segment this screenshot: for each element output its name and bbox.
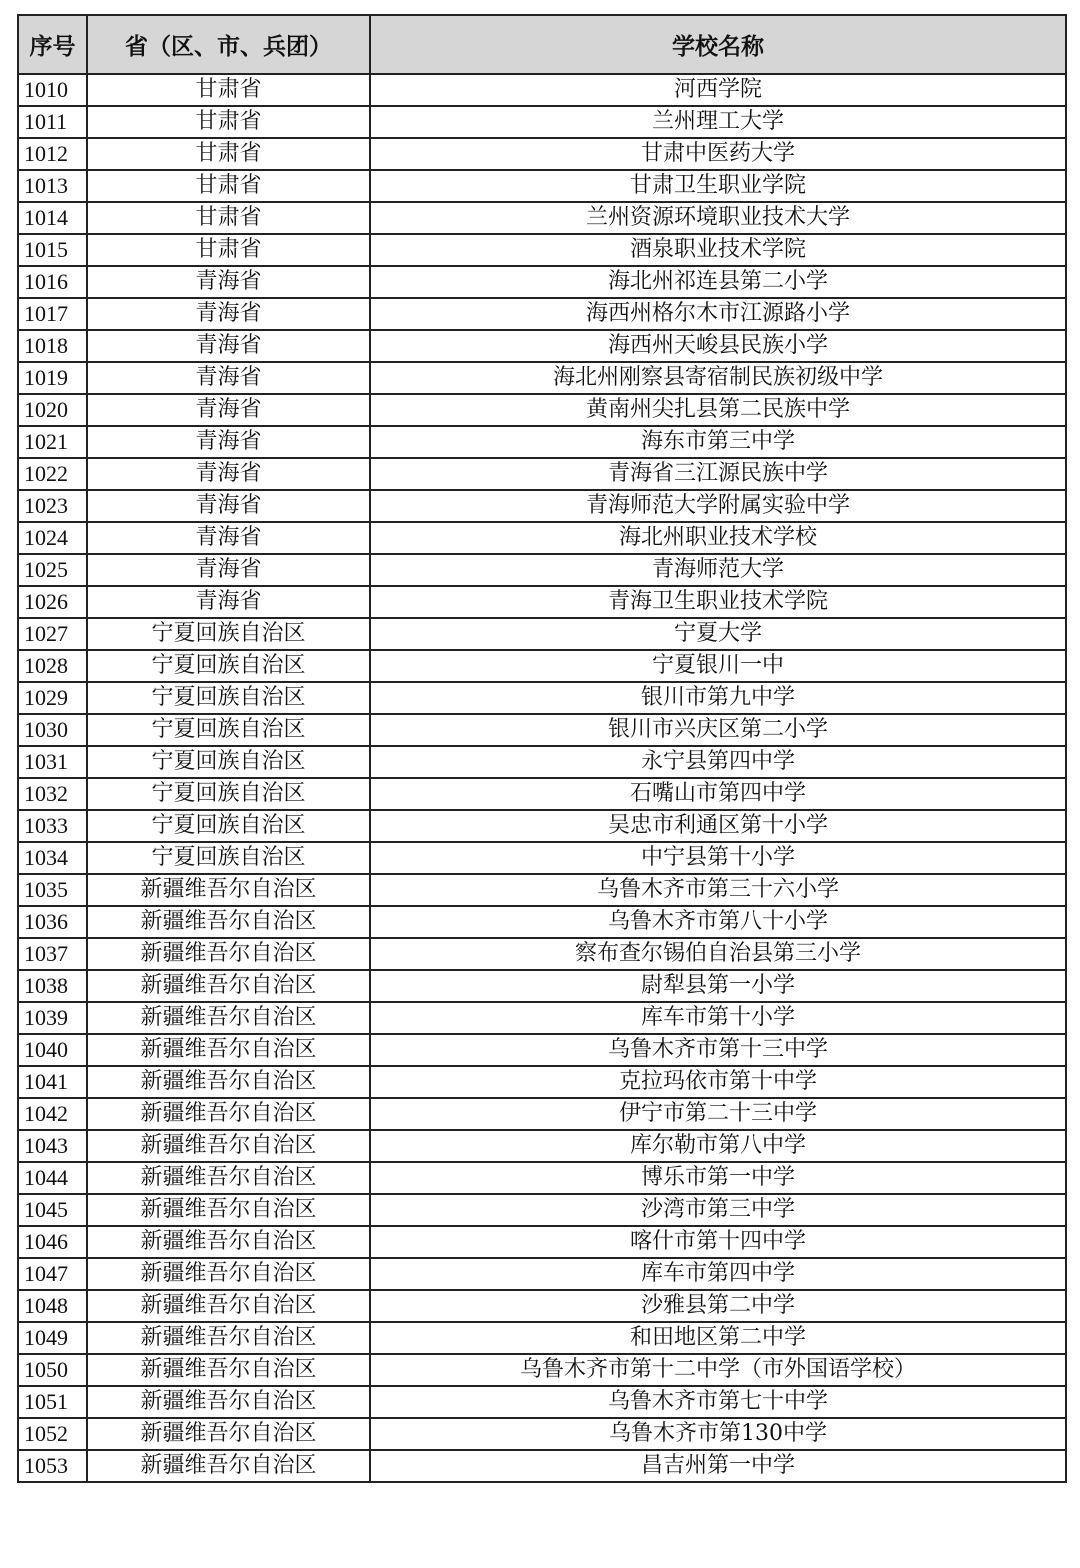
cell-school-name: 海北州职业技术学校 — [370, 522, 1066, 554]
cell-province: 青海省 — [87, 554, 370, 586]
table-row — [18, 1258, 1066, 1290]
table-row — [18, 1290, 1066, 1322]
cell-province: 宁夏回族自治区 — [87, 650, 370, 682]
cell-school-name: 沙雅县第二中学 — [370, 1290, 1066, 1322]
cell-school-name: 察布查尔锡伯自治县第三小学 — [370, 938, 1066, 970]
table-row — [18, 1418, 1066, 1450]
table-row — [18, 618, 1066, 650]
table-header — [18, 15, 1066, 74]
table-row — [18, 298, 1066, 330]
cell-province: 青海省 — [87, 426, 370, 458]
table-row — [18, 1002, 1066, 1034]
cell-school-name: 兰州理工大学 — [370, 106, 1066, 138]
cell-index: 1011 — [18, 106, 87, 138]
table-row — [18, 970, 1066, 1002]
table-row — [18, 746, 1066, 778]
cell-province: 新疆维吾尔自治区 — [87, 874, 370, 906]
cell-province: 新疆维吾尔自治区 — [87, 938, 370, 970]
cell-index: 1013 — [18, 170, 87, 202]
cell-province: 新疆维吾尔自治区 — [87, 1386, 370, 1418]
cell-province: 新疆维吾尔自治区 — [87, 1098, 370, 1130]
table-row — [18, 1034, 1066, 1066]
table-row — [18, 394, 1066, 426]
cell-school-name: 乌鲁木齐市第八十小学 — [370, 906, 1066, 938]
cell-index: 1036 — [18, 906, 87, 938]
table-row — [18, 426, 1066, 458]
cell-index: 1017 — [18, 298, 87, 330]
cell-school-name: 乌鲁木齐市第三十六小学 — [370, 874, 1066, 906]
cell-province: 新疆维吾尔自治区 — [87, 1258, 370, 1290]
cell-index: 1015 — [18, 234, 87, 266]
cell-index: 1038 — [18, 970, 87, 1002]
table-row — [18, 1130, 1066, 1162]
cell-province: 青海省 — [87, 458, 370, 490]
cell-province: 青海省 — [87, 362, 370, 394]
cell-index: 1023 — [18, 490, 87, 522]
cell-school-name: 宁夏银川一中 — [370, 650, 1066, 682]
cell-school-name: 沙湾市第三中学 — [370, 1194, 1066, 1226]
cell-index: 1014 — [18, 202, 87, 234]
table-row — [18, 266, 1066, 298]
cell-index: 1047 — [18, 1258, 87, 1290]
cell-index: 1051 — [18, 1386, 87, 1418]
cell-province: 青海省 — [87, 394, 370, 426]
cell-index: 1037 — [18, 938, 87, 970]
cell-province: 甘肃省 — [87, 74, 370, 106]
cell-province: 宁夏回族自治区 — [87, 778, 370, 810]
cell-province: 青海省 — [87, 490, 370, 522]
cell-school-name: 海北州刚察县寄宿制民族初级中学 — [370, 362, 1066, 394]
table-body — [18, 74, 1066, 1482]
cell-province: 新疆维吾尔自治区 — [87, 1226, 370, 1258]
table-row — [18, 1066, 1066, 1098]
cell-school-name: 乌鲁木齐市第130中学 — [370, 1418, 1066, 1450]
cell-index: 1052 — [18, 1418, 87, 1450]
cell-province: 新疆维吾尔自治区 — [87, 1450, 370, 1482]
cell-index: 1016 — [18, 266, 87, 298]
table-row — [18, 810, 1066, 842]
table-row — [18, 938, 1066, 970]
cell-index: 1050 — [18, 1354, 87, 1386]
cell-index: 1012 — [18, 138, 87, 170]
cell-school-name: 银川市兴庆区第二小学 — [370, 714, 1066, 746]
cell-province: 青海省 — [87, 522, 370, 554]
cell-province: 甘肃省 — [87, 202, 370, 234]
cell-school-name: 青海卫生职业技术学院 — [370, 586, 1066, 618]
table-row — [18, 1322, 1066, 1354]
school-list-table — [17, 14, 1067, 1483]
table-row — [18, 842, 1066, 874]
cell-school-name: 河西学院 — [370, 74, 1066, 106]
table-row — [18, 778, 1066, 810]
cell-province: 甘肃省 — [87, 234, 370, 266]
cell-index: 1039 — [18, 1002, 87, 1034]
cell-school-name: 库尔勒市第八中学 — [370, 1130, 1066, 1162]
cell-index: 1045 — [18, 1194, 87, 1226]
cell-index: 1033 — [18, 810, 87, 842]
cell-school-name: 中宁县第十小学 — [370, 842, 1066, 874]
table-row — [18, 874, 1066, 906]
cell-province: 甘肃省 — [87, 170, 370, 202]
table-row — [18, 1386, 1066, 1418]
cell-school-name: 乌鲁木齐市第十二中学（市外国语学校） — [370, 1354, 1066, 1386]
cell-school-name: 青海省三江源民族中学 — [370, 458, 1066, 490]
cell-school-name: 库车市第四中学 — [370, 1258, 1066, 1290]
cell-index: 1042 — [18, 1098, 87, 1130]
table-row — [18, 106, 1066, 138]
table-row — [18, 522, 1066, 554]
cell-school-name: 青海师范大学附属实验中学 — [370, 490, 1066, 522]
table-row — [18, 906, 1066, 938]
cell-index: 1028 — [18, 650, 87, 682]
table-row — [18, 1194, 1066, 1226]
cell-index: 1025 — [18, 554, 87, 586]
cell-index: 1046 — [18, 1226, 87, 1258]
header-row — [18, 15, 1066, 74]
table-row — [18, 554, 1066, 586]
cell-school-name: 吴忠市利通区第十小学 — [370, 810, 1066, 842]
cell-school-name: 博乐市第一中学 — [370, 1162, 1066, 1194]
cell-school-name: 兰州资源环境职业技术大学 — [370, 202, 1066, 234]
table-row — [18, 682, 1066, 714]
cell-index: 1026 — [18, 586, 87, 618]
cell-school-name: 银川市第九中学 — [370, 682, 1066, 714]
cell-province: 新疆维吾尔自治区 — [87, 1162, 370, 1194]
cell-province: 新疆维吾尔自治区 — [87, 1354, 370, 1386]
cell-province: 新疆维吾尔自治区 — [87, 1322, 370, 1354]
cell-school-name: 酒泉职业技术学院 — [370, 234, 1066, 266]
cell-province: 青海省 — [87, 298, 370, 330]
cell-province: 新疆维吾尔自治区 — [87, 1034, 370, 1066]
cell-index: 1049 — [18, 1322, 87, 1354]
table-row — [18, 490, 1066, 522]
cell-school-name: 和田地区第二中学 — [370, 1322, 1066, 1354]
cell-school-name: 永宁县第四中学 — [370, 746, 1066, 778]
table-row — [18, 1226, 1066, 1258]
cell-province: 新疆维吾尔自治区 — [87, 906, 370, 938]
cell-province: 新疆维吾尔自治区 — [87, 1002, 370, 1034]
table-row — [18, 234, 1066, 266]
cell-index: 1032 — [18, 778, 87, 810]
table-row — [18, 170, 1066, 202]
table-row — [18, 1098, 1066, 1130]
cell-school-name: 宁夏大学 — [370, 618, 1066, 650]
header-index: 序号 — [18, 15, 87, 74]
cell-province: 青海省 — [87, 266, 370, 298]
cell-index: 1040 — [18, 1034, 87, 1066]
cell-province: 青海省 — [87, 330, 370, 362]
cell-school-name: 乌鲁木齐市第七十中学 — [370, 1386, 1066, 1418]
cell-province: 新疆维吾尔自治区 — [87, 1290, 370, 1322]
cell-province: 宁夏回族自治区 — [87, 682, 370, 714]
cell-province: 新疆维吾尔自治区 — [87, 1066, 370, 1098]
cell-province: 宁夏回族自治区 — [87, 810, 370, 842]
cell-index: 1041 — [18, 1066, 87, 1098]
cell-school-name: 青海师范大学 — [370, 554, 1066, 586]
table-row — [18, 1162, 1066, 1194]
cell-index: 1024 — [18, 522, 87, 554]
cell-index: 1030 — [18, 714, 87, 746]
cell-province: 甘肃省 — [87, 138, 370, 170]
table-row — [18, 458, 1066, 490]
table-row — [18, 74, 1066, 106]
cell-index: 1043 — [18, 1130, 87, 1162]
table-row — [18, 714, 1066, 746]
cell-school-name: 喀什市第十四中学 — [370, 1226, 1066, 1258]
cell-index: 1021 — [18, 426, 87, 458]
cell-school-name: 海西州格尔木市江源路小学 — [370, 298, 1066, 330]
cell-index: 1010 — [18, 74, 87, 106]
cell-province: 宁夏回族自治区 — [87, 714, 370, 746]
header-school-name: 学校名称 — [370, 15, 1066, 74]
table-row — [18, 650, 1066, 682]
cell-school-name: 库车市第十小学 — [370, 1002, 1066, 1034]
cell-province: 宁夏回族自治区 — [87, 746, 370, 778]
cell-school-name: 昌吉州第一中学 — [370, 1450, 1066, 1482]
cell-province: 新疆维吾尔自治区 — [87, 970, 370, 1002]
cell-index: 1031 — [18, 746, 87, 778]
table-row — [18, 1354, 1066, 1386]
cell-index: 1048 — [18, 1290, 87, 1322]
cell-index: 1018 — [18, 330, 87, 362]
school-list-table-wrapper — [17, 14, 1067, 1483]
cell-index: 1027 — [18, 618, 87, 650]
table-row — [18, 202, 1066, 234]
cell-school-name: 黄南州尖扎县第二民族中学 — [370, 394, 1066, 426]
cell-school-name: 海东市第三中学 — [370, 426, 1066, 458]
cell-province: 宁夏回族自治区 — [87, 842, 370, 874]
cell-province: 青海省 — [87, 586, 370, 618]
cell-school-name: 伊宁市第二十三中学 — [370, 1098, 1066, 1130]
cell-school-name: 克拉玛依市第十中学 — [370, 1066, 1066, 1098]
cell-index: 1019 — [18, 362, 87, 394]
cell-index: 1034 — [18, 842, 87, 874]
cell-index: 1035 — [18, 874, 87, 906]
cell-province: 新疆维吾尔自治区 — [87, 1194, 370, 1226]
cell-school-name: 海西州天峻县民族小学 — [370, 330, 1066, 362]
cell-province: 宁夏回族自治区 — [87, 618, 370, 650]
table-row — [18, 330, 1066, 362]
header-province: 省（区、市、兵团） — [87, 15, 370, 74]
cell-school-name: 尉犁县第一小学 — [370, 970, 1066, 1002]
cell-province: 新疆维吾尔自治区 — [87, 1130, 370, 1162]
cell-province: 甘肃省 — [87, 106, 370, 138]
cell-index: 1053 — [18, 1450, 87, 1482]
cell-school-name: 甘肃中医药大学 — [370, 138, 1066, 170]
table-row — [18, 1450, 1066, 1482]
table-row — [18, 138, 1066, 170]
cell-school-name: 石嘴山市第四中学 — [370, 778, 1066, 810]
cell-school-name: 乌鲁木齐市第十三中学 — [370, 1034, 1066, 1066]
cell-school-name: 甘肃卫生职业学院 — [370, 170, 1066, 202]
table-row — [18, 586, 1066, 618]
cell-index: 1022 — [18, 458, 87, 490]
table-row — [18, 362, 1066, 394]
cell-index: 1029 — [18, 682, 87, 714]
cell-school-name: 海北州祁连县第二小学 — [370, 266, 1066, 298]
cell-province: 新疆维吾尔自治区 — [87, 1418, 370, 1450]
cell-index: 1020 — [18, 394, 87, 426]
cell-index: 1044 — [18, 1162, 87, 1194]
